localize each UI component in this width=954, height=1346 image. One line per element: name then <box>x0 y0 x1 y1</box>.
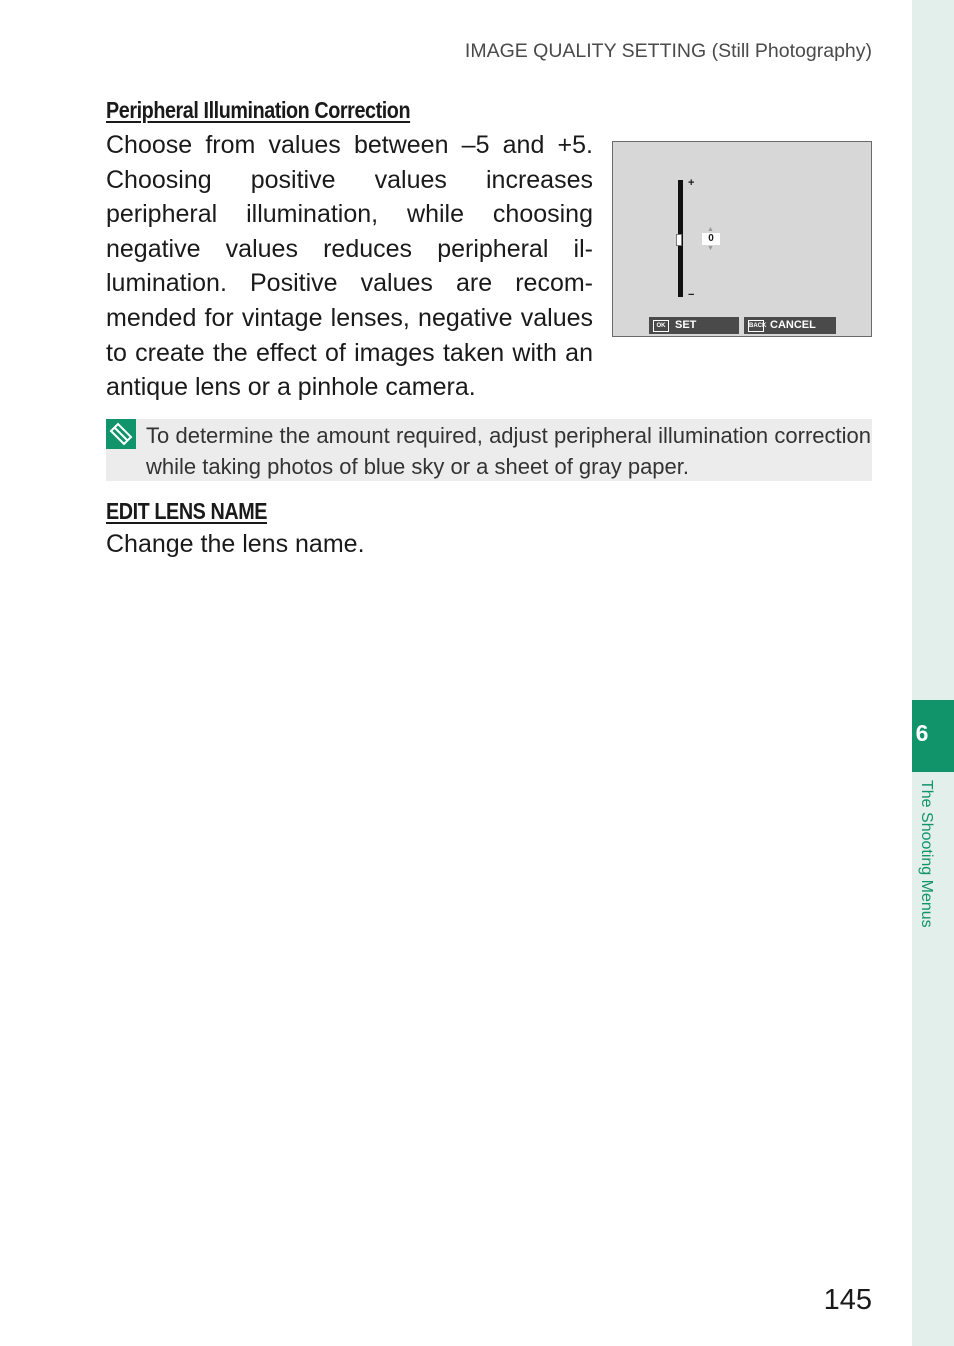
note-text: To determine the amount required, adjust peripheral illumination correction while taking photos of blue sky or a sheet of gray paper. <box>146 423 871 479</box>
current-value: 0 <box>702 233 720 245</box>
correction-slider-knob <box>676 234 682 246</box>
page-number: 145 <box>823 1284 872 1316</box>
minus-icon: − <box>688 289 695 301</box>
plus-icon: + <box>688 177 695 189</box>
cancel-label: CANCEL <box>770 319 816 331</box>
section-heading-peripheral-illumination: Peripheral Illumination Correction <box>106 97 411 123</box>
set-label: SET <box>675 319 697 331</box>
running-head: IMAGE QUALITY SETTING (Still Photography) <box>464 40 872 62</box>
note-pencil-icon <box>106 419 136 449</box>
arrow-up-icon: ▲ <box>707 226 714 233</box>
set-button <box>649 317 739 334</box>
chapter-side-strip <box>912 0 954 1346</box>
chapter-tab[interactable] <box>912 700 954 772</box>
arrow-down-icon: ▼ <box>707 245 714 252</box>
camera-screen-illustration <box>612 141 872 337</box>
cancel-button <box>744 317 836 334</box>
section-body-edit-lens-name: Change the lens name. <box>106 530 365 558</box>
section-body-peripheral-illumination: Choose from values between –5 and +5. Choosing positive values increases peripheral illumination, while choosing negative values reduces peripheral illumination. Positive values are recommended for vintage lenses, negative values to create the effect of images taken with an antique lens or a pinhole camera. <box>106 131 593 402</box>
chapter-title: The Shooting Menus <box>918 780 935 928</box>
section-heading-edit-lens-name: EDIT LENS NAME <box>106 498 268 524</box>
note-box <box>106 419 872 481</box>
ok-icon: OK <box>653 320 669 332</box>
chapter-number: 6 <box>915 720 929 746</box>
back-icon: BACK <box>748 320 764 332</box>
